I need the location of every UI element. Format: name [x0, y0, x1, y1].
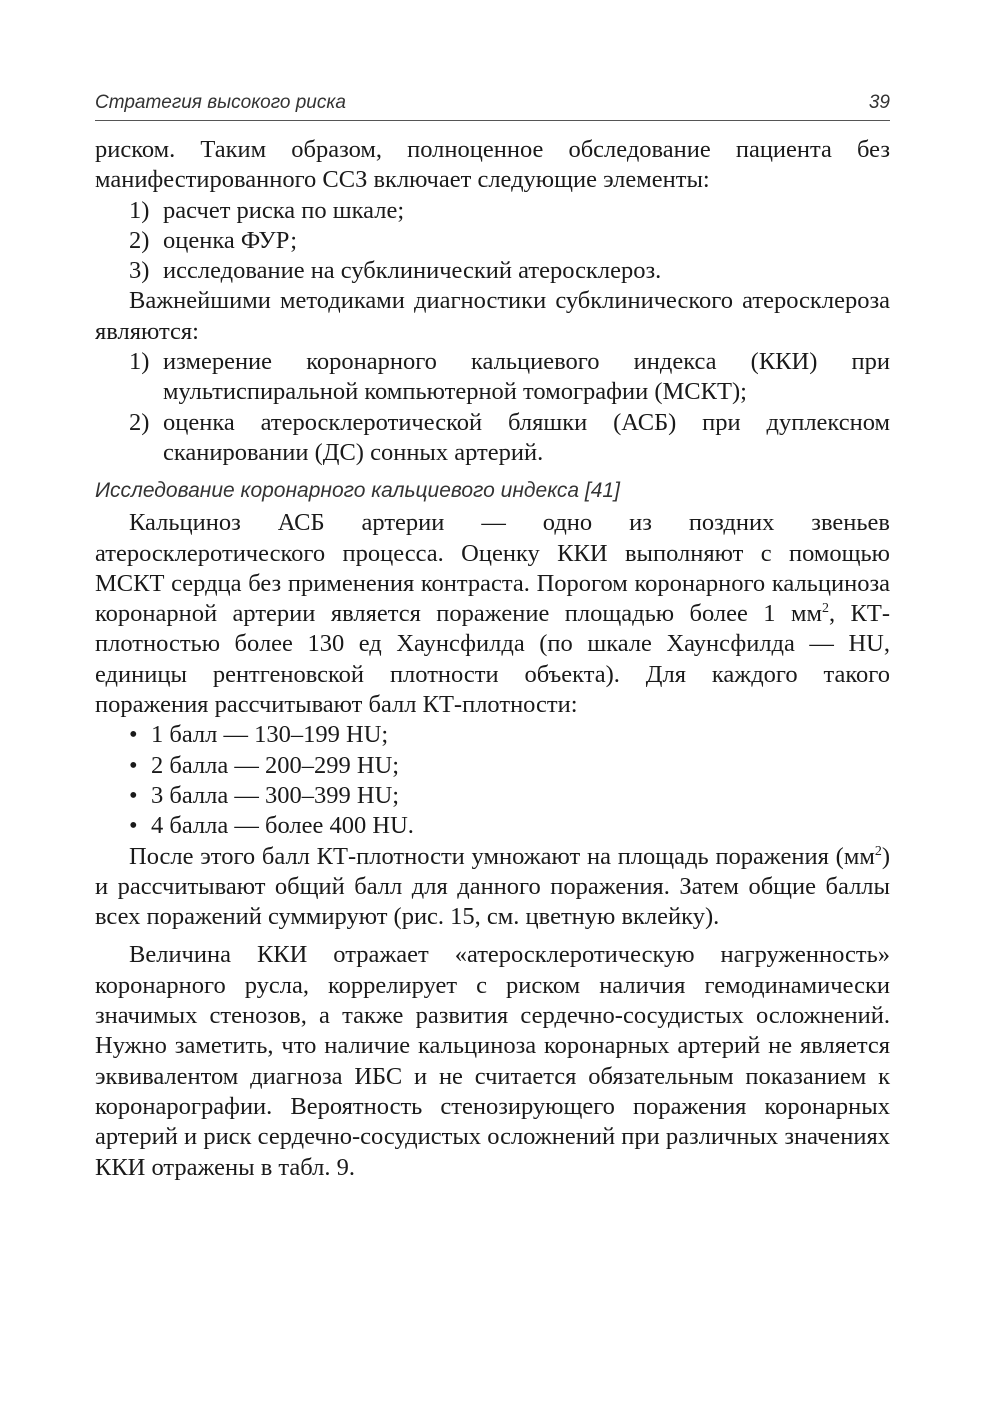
- list1-marker: 1): [129, 196, 150, 224]
- paragraph-4-part1: После этого балл КТ-плотности умножают на площадь поражения (мм: [129, 842, 875, 870]
- list1-item: [95, 256, 890, 286]
- list2-item: [95, 408, 890, 469]
- list1-marker: 2): [129, 226, 150, 254]
- bullet-marker: •: [129, 781, 138, 809]
- list1-text: оценка ФУР;: [163, 226, 298, 254]
- page-number: 39: [868, 92, 890, 113]
- bullet-item: [95, 751, 890, 781]
- superscript: 2: [821, 601, 829, 617]
- paragraph-3-part1: Кальциноз АСБ артерии — одно из поздних звеньев атеросклеротического процесса. Оценку ККИ выполняют с помощью МСКТ сердца без применения контраста. Порогом коронарного кальциноза коронарной артерии является поражение площадью более 1 мм: [95, 509, 890, 628]
- body-text: [95, 135, 890, 1183]
- list1-marker: 3): [129, 257, 150, 285]
- list2-marker: 1): [129, 348, 150, 376]
- bullet-marker: •: [129, 721, 138, 749]
- section-subheading: Исследование коронарного кальциевого индекса [41]: [95, 479, 620, 503]
- bullet-item: [95, 811, 890, 841]
- paragraph-5: Величина ККИ отражает «атеросклеротическую нагруженность» коронарного русла, коррелирует с риском наличия гемодинамически значимых стенозов, а также развития сердечно-сосудистых осложнений. Нужно заметить, что наличие кальциноза коронарных артерий не является эквивалентом диагноза ИБС и не считается обязательным показанием к коронарографии. Вероятность стенозирующего поражения коронарных артерий и риск сердечно-сосудистых осложнений при различных значениях ККИ отражены в табл. 9.: [95, 941, 890, 1181]
- paragraph-1: риском. Таким образом, полноценное обследование пациента без манифестированного ССЗ включает следующие элементы:: [95, 136, 890, 194]
- bullet-text: 4 балла — более 400 HU.: [151, 812, 414, 840]
- superscript: 2: [874, 843, 882, 859]
- running-head: [95, 84, 890, 121]
- bullet-item: [95, 720, 890, 750]
- list2-text: оценка атеросклеротической бляшки (АСБ) при дуплексном сканировании (ДС) сонных артерий.: [163, 408, 890, 466]
- paragraph-4: [95, 842, 890, 933]
- paragraph-4-part2: ) и рассчитывают общий балл для данного поражения. Затем общие баллы всех поражений суммируют (рис. 15, см. цветную вклейку).: [95, 842, 890, 931]
- bullet-text: 3 балла — 300–399 HU;: [151, 781, 400, 809]
- list1-item: [95, 196, 890, 226]
- paragraph-3-part2: , КТ-плотностью более 130 ед Хаунсфилда (по шкале Хаунсфилда — HU, единицы рентгеновской плотности объекта). Для каждого такого поражения рассчитывают балл КТ-плотности:: [95, 600, 890, 719]
- paragraph-2: Важнейшими методиками диагностики субклинического атеросклероза являются:: [95, 287, 890, 345]
- list2-marker: 2): [129, 408, 150, 436]
- bullet-marker: •: [129, 812, 138, 840]
- bullet-marker: •: [129, 751, 138, 779]
- list1-text: исследование на субклинический атеросклероз.: [163, 257, 662, 285]
- running-head-title: Стратегия высокого риска: [95, 92, 346, 113]
- list1-item: [95, 226, 890, 256]
- bullet-text: 1 балл — 130–199 HU;: [151, 721, 389, 749]
- list1-text: расчет риска по шкале;: [163, 196, 405, 224]
- bullet-text: 2 балла — 200–299 HU;: [151, 751, 400, 779]
- bullet-item: [95, 781, 890, 811]
- page: [95, 84, 890, 1183]
- list2-text: измерение коронарного кальциевого индекса (ККИ) при мультиспиральной компьютерной томографии (МСКТ);: [163, 348, 890, 406]
- paragraph-3: [95, 508, 890, 720]
- list2-item: [95, 347, 890, 408]
